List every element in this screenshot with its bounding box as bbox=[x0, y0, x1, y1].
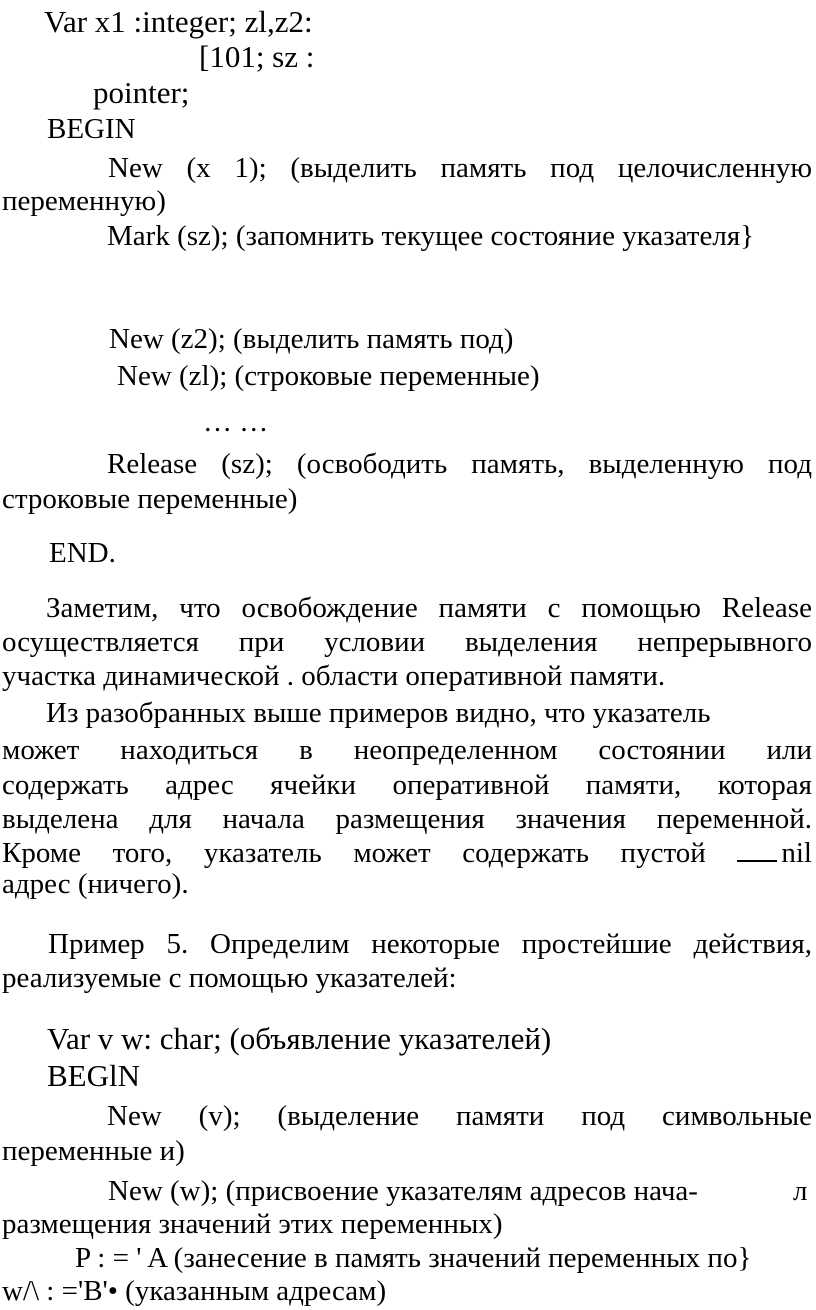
word: память, bbox=[471, 448, 565, 480]
word: действия, bbox=[693, 928, 812, 960]
word: непрерывного bbox=[637, 626, 812, 658]
code-line-comment-cont-4: размещения значений этих переменных) bbox=[2, 1208, 503, 1240]
code-line-comment-cont-3: переменные и) bbox=[2, 1135, 185, 1167]
cut-off-fragment: л bbox=[793, 1175, 808, 1207]
code-line-comment-cont-1: переменную) bbox=[2, 185, 166, 217]
word: (выделить bbox=[290, 152, 417, 184]
word: значения bbox=[515, 803, 626, 835]
word: указатель bbox=[203, 837, 322, 869]
paragraph-line bbox=[0, 732, 812, 768]
word: Release bbox=[721, 592, 812, 624]
code-line-var-declaration: Var x1 :integer; zl,z2: bbox=[44, 4, 313, 39]
word: что bbox=[179, 592, 221, 624]
code-line-mark: Mark (sz); (запомнить текущее состояние указателя} bbox=[107, 220, 755, 252]
word: некоторые bbox=[371, 928, 500, 960]
word: памяти, bbox=[585, 769, 682, 801]
paragraph-line: Из разобранных выше примеров видно, что указатель bbox=[46, 697, 711, 729]
word: неопределенном bbox=[353, 734, 558, 766]
code-line-begin-2: BEGlN bbox=[47, 1058, 140, 1093]
word: может bbox=[2, 734, 80, 766]
code-line-var-pointers: Var v w: char; (объявление указателей) bbox=[47, 1021, 552, 1056]
word: (выделение bbox=[277, 1100, 420, 1132]
nil-word bbox=[737, 835, 812, 871]
word: память bbox=[440, 152, 527, 184]
code-line-begin: BEGIN bbox=[47, 113, 136, 145]
code-line-new-zl: New (zl); (строковые переменные) bbox=[117, 360, 540, 392]
word: выделена bbox=[2, 803, 119, 835]
paragraph-line bbox=[0, 926, 812, 962]
word: простейшие bbox=[521, 928, 672, 960]
word: символьные bbox=[662, 1100, 812, 1132]
word: переменной. bbox=[656, 803, 812, 835]
word: или bbox=[766, 734, 812, 766]
code-line-release bbox=[0, 446, 812, 482]
word: при bbox=[238, 626, 285, 658]
word: для bbox=[149, 803, 192, 835]
word: (v); bbox=[198, 1100, 241, 1132]
word: адрес bbox=[165, 769, 234, 801]
code-line-new-x1 bbox=[0, 150, 812, 186]
word: New bbox=[108, 152, 163, 184]
code-line-ellipsis: … … bbox=[203, 406, 269, 438]
code-line-end: END. bbox=[49, 537, 116, 569]
word: помощью bbox=[581, 592, 701, 624]
code-line-assign-w: w/\ : ='B'• (указанным адресам) bbox=[2, 1275, 387, 1307]
word: под bbox=[581, 1100, 626, 1132]
word: (x bbox=[186, 152, 211, 184]
code-line-new-z2: New (z2); (выделить память под) bbox=[109, 323, 514, 355]
word: которая bbox=[717, 769, 812, 801]
word: того, bbox=[112, 837, 173, 869]
word: освобождение bbox=[241, 592, 418, 624]
word: содержать bbox=[2, 769, 129, 801]
word: Определим bbox=[210, 928, 350, 960]
paragraph-line: адрес (ничего). bbox=[2, 868, 189, 900]
word: под bbox=[550, 152, 595, 184]
word: пустой bbox=[620, 837, 706, 869]
word: Пример bbox=[48, 928, 145, 960]
underline-mark bbox=[737, 840, 777, 862]
paragraph-line bbox=[0, 767, 812, 803]
word: в bbox=[299, 734, 313, 766]
code-line-new-w: New (w); (присвоение указателям адресов нача- bbox=[108, 1175, 698, 1207]
word: Release bbox=[107, 448, 198, 480]
code-line-pointer-type: pointer; bbox=[93, 75, 190, 110]
word: 1); bbox=[234, 152, 267, 184]
paragraph-line bbox=[0, 624, 812, 660]
word: начала bbox=[222, 803, 305, 835]
paragraph-line: участка динамической . области оперативной памяти. bbox=[2, 660, 666, 692]
word: находиться bbox=[120, 734, 259, 766]
word: Кроме bbox=[2, 837, 82, 869]
word: осуществляется bbox=[2, 626, 199, 658]
paragraph-line bbox=[0, 590, 812, 626]
word: оперативной bbox=[392, 769, 550, 801]
word: выделенную bbox=[588, 448, 744, 480]
word: New bbox=[107, 1100, 162, 1132]
word: памяти bbox=[438, 592, 527, 624]
word: памяти bbox=[456, 1100, 545, 1132]
code-line-new-v bbox=[0, 1098, 812, 1134]
word: (освободить bbox=[296, 448, 448, 480]
word: условии bbox=[324, 626, 426, 658]
code-line-assign-p: P : = ' A (занесение в память значений переменных по} bbox=[75, 1242, 752, 1274]
word: целочисленную bbox=[617, 152, 812, 184]
word: с bbox=[547, 592, 561, 624]
word: Заметим, bbox=[46, 592, 159, 624]
word: содержать bbox=[462, 837, 589, 869]
paragraph-line: реализуемые с помощью указателей: bbox=[2, 962, 457, 994]
word: состоянии bbox=[598, 734, 726, 766]
word: выделения bbox=[464, 626, 598, 658]
code-line-comment-cont-2: строковые переменные) bbox=[2, 483, 298, 515]
word: (sz); bbox=[221, 448, 273, 480]
code-line-array-bounds: [101; sz : bbox=[199, 39, 315, 74]
word: может bbox=[353, 837, 431, 869]
paragraph-line bbox=[0, 801, 812, 837]
word: под bbox=[768, 448, 812, 480]
word: 5. bbox=[166, 928, 189, 960]
word: размещения bbox=[335, 803, 485, 835]
word: ячейки bbox=[270, 769, 357, 801]
word: nil bbox=[781, 837, 812, 869]
